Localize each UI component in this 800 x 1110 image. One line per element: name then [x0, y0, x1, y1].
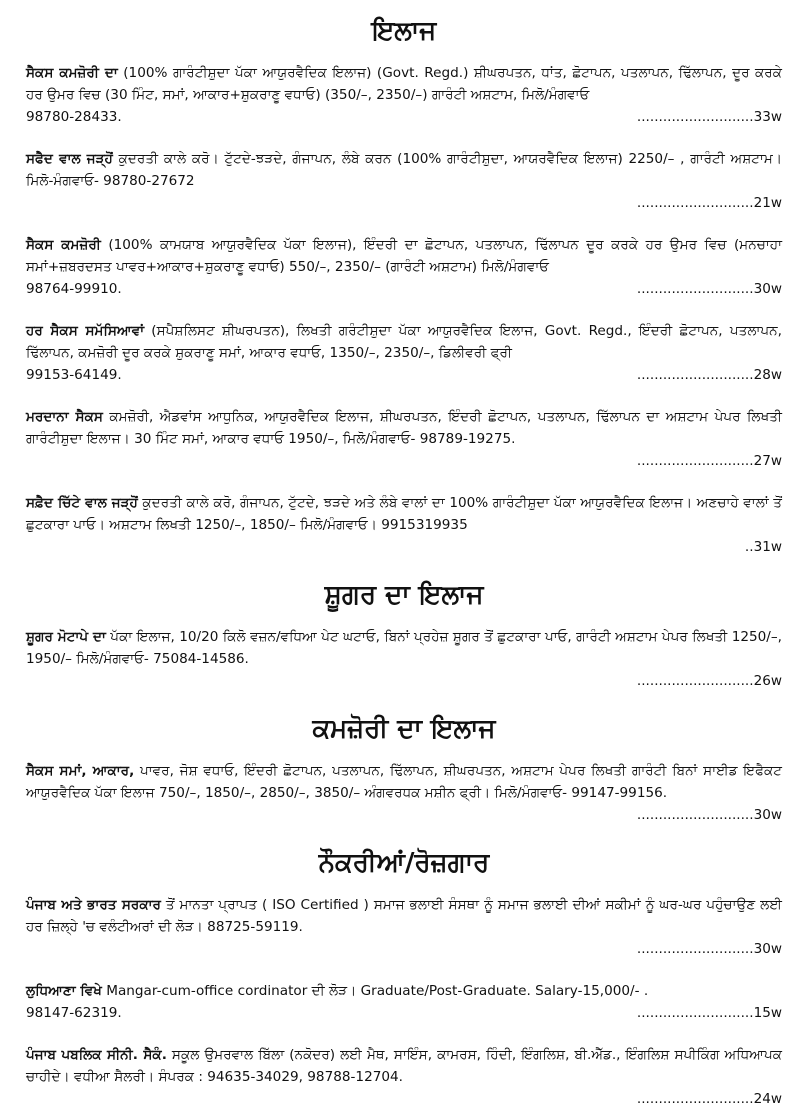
ad-leader-dots: ...........................	[636, 807, 754, 823]
classified-ad	[26, 62, 782, 128]
ad-tail	[26, 938, 782, 960]
ad-lead-text: ਸੈਕਸ ਸਮਾਂ, ਆਕਾਰ,	[26, 763, 135, 779]
classified-ad	[26, 320, 782, 386]
ad-body-text: (100% ਕਾਮਯਾਬ ਆਯੁਰਵੈਦਿਕ ਪੱਕਾ ਇਲਾਜ), ਇੰਦਰੀ ਦਾ ਛੋਟਾਪਨ, ਪਤਲਾਪਨ, ਢਿੱਲਾਪਨ ਦੂਰ ਕਰਕੇ ਹਰ ਉਮਰ ਵਿਚ (ਮਨਚਾਹਾ ਸਮਾਂ+ਜ਼ਬਰਦਸਤ ਪਾਵਰ+ਆਕਾਰ+ਸ਼ੁਕਰਾਣੂ ਵਧਾਓ) 550/–, 2350/– (ਗਾਰੰਟੀ ਅਸ਼ਟਾਮ) ਮਿਲੋ/ਮੰਗਵਾਓ	[26, 237, 783, 275]
ad-body-text: ਕਮਜ਼ੋਰੀ, ਐਡਵਾਂਸ ਆਧੁਨਿਕ, ਆਯੁਰਵੈਦਿਕ ਇਲਾਜ, ਸ਼ੀਘਰਪਤਨ, ਇੰਦਰੀ ਛੋਟਾਪਨ, ਪਤਲਾਪਨ, ਢਿੱਲਾਪਨ ਦਾ ਅਸ਼ਟਾਮ ਪੇਪਰ ਲਿਖਤੀ ਗਾਰੰਟੀਸ਼ੁਦਾ ਇਲਾਜ। 30 ਮਿੰਟ ਸਮਾਂ, ਆਕਾਰ ਵਧਾਓ 1950/–, ਮਿਲੋ/ਮੰਗਵਾਓ- 98789-19275.	[26, 409, 782, 447]
classified-ad	[26, 148, 782, 214]
ad-tail	[26, 278, 782, 300]
section-heading: ਕਮਜ਼ੋਰੀ ਦਾ ਇਲਾਜ	[312, 714, 496, 744]
ad-body-text: ਪਾਵਰ, ਜੋਸ਼ ਵਧਾਓ, ਇੰਦਰੀ ਛੋਟਾਪਨ, ਪਤਲਾਪਨ, ਢਿੱਲਾਪਨ, ਸ਼ੀਘਰਪਤਨ, ਅਸ਼ਟਾਮ ਪੇਪਰ ਲਿਖਤੀ ਗਾਰੰਟੀ ਬਿਨਾਂ ਸਾਈਡ ਇਫੈਕਟ ਆਯੁਰਵੈਦਿਕ ਪੱਕਾ ਇਲਾਜ 750/–, 1850/–, 2850/–, 3850/– ਅੰਗਵਰਧਕ ਮਸ਼ੀਨ ਫ੍ਰੀ। ਮਿਲੋ/ਮੰਗਵਾਓ- 99147-99156.	[26, 763, 782, 801]
classified-ad	[26, 760, 782, 826]
ad-body-text: Mangar-cum-office cordinator ਦੀ ਲੋੜ। Graduate/Post-Graduate. Salary-15,000/- .	[101, 983, 649, 999]
classified-ad	[26, 626, 782, 692]
section-heading: ਨੌਕਰੀਆਂ/ਰੋਜ਼ਗਾਰ	[318, 848, 490, 878]
ad-code: 21w	[753, 195, 782, 211]
ad-tail	[26, 536, 782, 558]
ad-code: 31w	[753, 539, 782, 555]
ad-code: 30w	[753, 807, 782, 823]
ad-lead-text: ਸੈਕਸ ਕਮਜ਼ੋਰੀ	[26, 237, 101, 253]
ad-body-text: (ਸਪੈਸ਼ਲਿਸਟ ਸ਼ੀਘਰਪਤਨ), ਲਿਖਤੀ ਗਰੰਟੀਸ਼ੁਦਾ ਪੱਕਾ ਆਯੁਰਵੈਦਿਕ ਇਲਾਜ, Govt. Regd., ਇੰਦਰੀ ਛੋਟਾਪਨ, ਪਤਲਾਪਨ, ਢਿੱਲਾਪਨ, ਕਮਜ਼ੋਰੀ ਦੂਰ ਕਰਕੇ ਸ਼ੁਕਰਾਣੂ ਸਮਾਂ, ਆਕਾਰ ਵਧਾਓ, 1350/–, 2350/–, ਡਿਲੀਵਰੀ ਫ੍ਰੀ	[26, 323, 782, 361]
ad-lead-text: ਲੁਧਿਆਣਾ ਵਿਖੇ	[26, 983, 102, 999]
classified-ad	[26, 492, 782, 558]
ad-body-text: (100% ਗਾਰੰਟੀਸ਼ੁਦਾ ਪੱਕਾ ਆਯੁਰਵੈਦਿਕ ਇਲਾਜ) (Govt. Regd.) ਸ਼ੀਘਰਪਤਨ, ਧਾਂਤ, ਛੋਟਾਪਨ, ਪਤਲਾਪਨ, ਢਿੱਲਾਪਨ, ਦੂਰ ਕਰਕੇ ਹਰ ਉਮਰ ਵਿਚ (30 ਮਿੰਟ, ਸਮਾਂ, ਆਕਾਰ+ਸ਼ੁਕਰਾਣੂ ਵਧਾਓ) (350/–, 2350/–) ਗਾਰੰਟੀ ਅਸ਼ਟਾਮ, ਮਿਲੋ/ਮੰਗਵਾਓ	[26, 65, 782, 103]
ad-body-text: ਕੁਦਰਤੀ ਕਾਲੇ ਕਰੋ। ਟੁੱਟਦੇ-ਝੜਦੇ, ਗੰਜਾਪਨ, ਲੰਬੇ ਕਰਨ (100% ਗਾਰੰਟੀਸ਼ੁਦਾ, ਆਯਰਵੈਦਿਕ ਇਲਾਜ) 2250/– , ਗਾਰੰਟੀ ਅਸ਼ਟਾਮ। ਮਿਲੋ-ਮੰਗਵਾਓ- 98780-27672	[26, 151, 782, 189]
ad-lead-text: ਮਰਦਾਨਾ ਸੈਕਸ	[26, 409, 103, 425]
ad-phone: 99153-64149.	[26, 367, 122, 383]
ad-leader-dots: ...........................	[636, 109, 754, 125]
ad-code: 15w	[753, 1005, 782, 1021]
ad-code: 24w	[753, 1091, 782, 1107]
ad-body-text: ਪੱਕਾ ਇਲਾਜ, 10/20 ਕਿਲੋ ਵਜ਼ਨ/ਵਧਿਆ ਪੇਟ ਘਟਾਓ, ਬਿਨਾਂ ਪ੍ਰਹੇਜ਼ ਸ਼ੂਗਰ ਤੋਂ ਛੁਟਕਾਰਾ ਪਾਓ, ਗਾਰੰਟੀ ਅਸ਼ਟਾਮ ਪੇਪਰ ਲਿਖਤੀ 1250/–, 1950/– ਮਿਲੋ/ਮੰਗਵਾਓ- 75084-14586.	[26, 629, 782, 667]
ad-lead-text: ਪੰਜਾਬ ਪਬਲਿਕ ਸੀਨੀ. ਸੈਕੰ.	[26, 1047, 167, 1063]
ad-code: 30w	[753, 941, 782, 957]
classified-ad	[26, 1044, 782, 1110]
ad-leader-dots: ...........................	[636, 1005, 754, 1021]
ad-lead-text: ਸੈਕਸ ਕਮਜ਼ੋਰੀ ਦਾ	[26, 65, 118, 81]
ad-leader-dots: ...........................	[636, 941, 754, 957]
ad-leader-dots: ...........................	[636, 1091, 754, 1107]
ad-body-text: ਸਕੂਲ ਉਮਰਵਾਲ ਬਿੱਲਾ (ਨਕੋਦਰ) ਲਈ ਮੈਥ, ਸਾਇੰਸ, ਕਾਮਰਸ, ਹਿੰਦੀ, ਇੰਗਲਿਸ਼, ਬੀ.ਐੱਡ., ਇੰਗਲਿਸ਼ ਸਪੀਕਿੰਗ ਅਧਿਆਪਕ ਚਾਹੀਦੇ। ਵਧੀਆ ਸੈਲਰੀ। ਸੰਪਰਕ : 94635-34029, 98788-12704.	[26, 1047, 782, 1085]
ad-tail	[26, 192, 782, 214]
ad-leader-dots: ..	[744, 539, 754, 555]
ad-tail	[26, 364, 782, 386]
ad-body-text: ਕੁਦਰਤੀ ਕਾਲੇ ਕਰੋ, ਗੰਜਾਪਨ, ਟੁੱਟਦੇ, ਝੜਦੇ ਅਤੇ ਲੰਬੇ ਵਾਲਾਂ ਦਾ 100% ਗਾਰੰਟੀਸ਼ੁਦਾ ਪੱਕਾ ਆਯੁਰਵੈਦਿਕ ਇਲਾਜ। ਅਣਚਾਹੇ ਵਾਲਾਂ ਤੋਂ ਛੁਟਕਾਰਾ ਪਾਓ। ਅਸ਼ਟਾਮ ਲਿਖਤੀ 1250/–, 1850/– ਮਿਲੋ/ਮੰਗਵਾਓ। 9915319935	[26, 495, 782, 533]
ad-phone: 98147-62319.	[26, 1005, 122, 1021]
ad-leader-dots: ...........................	[636, 453, 754, 469]
ad-code: 27w	[753, 453, 782, 469]
ad-leader-dots: ...........................	[636, 195, 754, 211]
classified-ad	[26, 980, 782, 1024]
ad-body-text: ਤੋਂ ਮਾਨਤਾ ਪ੍ਰਾਪਤ ( ISO Certified ) ਸਮਾਜ ਭਲਾਈ ਸੰਸਥਾ ਨੂੰ ਸਮਾਜ ਭਲਾਈ ਦੀਆਂ ਸਕੀਮਾਂ ਨੂੰ ਘਰ-ਘਰ ਪਹੁੰਚਾਉਣ ਲਈ ਹਰ ਜ਼ਿਲ੍ਹੇ 'ਚ ਵਲੰਟੀਅਰਾਂ ਦੀ ਲੋੜ। 88725-59119.	[26, 897, 782, 935]
ad-phone: 98780-28433.	[26, 109, 122, 125]
ad-tail	[26, 1002, 782, 1024]
ad-code: 30w	[753, 281, 782, 297]
ad-leader-dots: ...........................	[636, 281, 754, 297]
ad-lead-text: ਸ਼ੂਗਰ ਮੋਟਾਪੇ ਦਾ	[26, 629, 106, 645]
ad-tail	[26, 804, 782, 826]
section-heading: ਇਲਾਜ	[371, 16, 437, 46]
ad-phone: 98764-99910.	[26, 281, 122, 297]
classified-ad	[26, 234, 782, 300]
ad-lead-text: ਸਫੈਦ ਵਾਲ ਜੜ੍ਹੋਂ	[26, 151, 113, 167]
ad-leader-dots: ...........................	[636, 673, 754, 689]
ad-lead-text: ਪੰਜਾਬ ਅਤੇ ਭਾਰਤ ਸਰਕਾਰ	[26, 897, 161, 913]
ad-code: 33w	[753, 109, 782, 125]
ad-tail	[26, 450, 782, 472]
classified-ad	[26, 406, 782, 472]
ad-lead-text: ਹਰ ਸੈਕਸ ਸਮੱਸਿਆਵਾਂ	[26, 323, 145, 339]
ad-tail	[26, 106, 782, 128]
ad-tail	[26, 1088, 782, 1110]
ad-code: 26w	[753, 673, 782, 689]
ad-lead-text: ਸਫ਼ੈਦ ਚਿੱਟੇ ਵਾਲ ਜੜ੍ਹੋਂ	[26, 495, 138, 511]
classified-ad	[26, 894, 782, 960]
section-heading: ਸ਼ੂਗਰ ਦਾ ਇਲਾਜ	[324, 580, 484, 610]
ad-code: 28w	[753, 367, 782, 383]
ad-tail	[26, 670, 782, 692]
ad-leader-dots: ...........................	[636, 367, 754, 383]
